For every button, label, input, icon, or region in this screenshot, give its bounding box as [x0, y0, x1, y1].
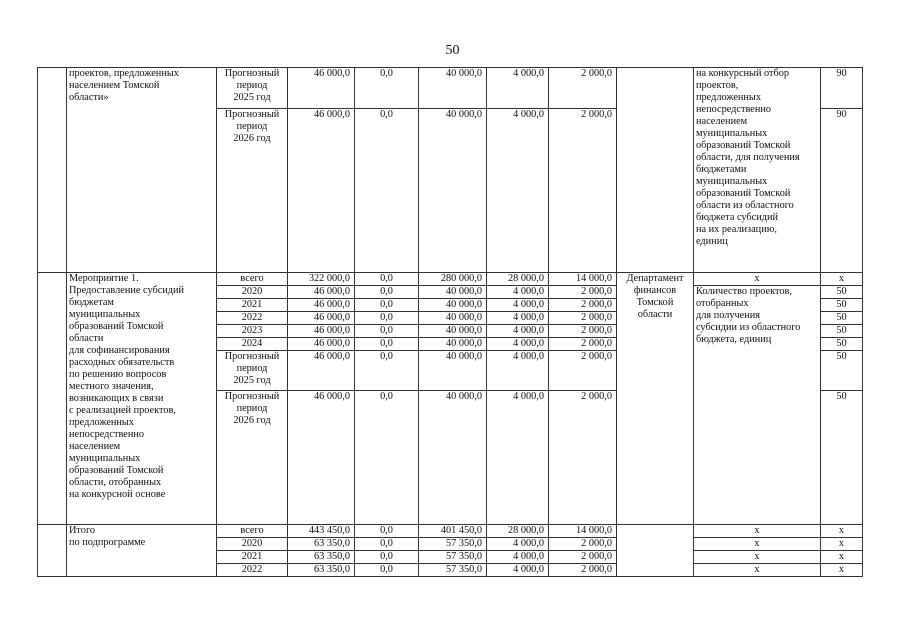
value-cell: х — [821, 538, 863, 551]
period-cell: 2020 — [217, 538, 288, 551]
table-row — [38, 525, 863, 538]
value-cell: 50 — [821, 299, 863, 312]
total-cell: 443 450,0 — [288, 525, 355, 538]
total-cell: 46 000,0 — [288, 391, 355, 525]
regional-cell: 40 000,0 — [419, 325, 487, 338]
value-cell: х — [821, 551, 863, 564]
executor-cell: Департамент финансов Томской области — [617, 273, 694, 525]
regional-cell: 401 450,0 — [419, 525, 487, 538]
other-cell: 14 000,0 — [549, 273, 617, 286]
regional-cell: 57 350,0 — [419, 564, 487, 577]
other-cell: 2 000,0 — [549, 351, 617, 391]
local-cell: 4 000,0 — [487, 299, 549, 312]
regional-cell: 280 000,0 — [419, 273, 487, 286]
regional-cell: 57 350,0 — [419, 538, 487, 551]
federal-cell: 0,0 — [355, 538, 419, 551]
regional-cell: 40 000,0 — [419, 351, 487, 391]
total-cell: 63 350,0 — [288, 564, 355, 577]
other-cell: 2 000,0 — [549, 338, 617, 351]
total-cell: 46 000,0 — [288, 109, 355, 273]
total-cell: 322 000,0 — [288, 273, 355, 286]
indicator-cell: х — [694, 538, 821, 551]
regional-cell: 40 000,0 — [419, 68, 487, 109]
indicator-cell: х — [694, 564, 821, 577]
local-cell: 4 000,0 — [487, 312, 549, 325]
activity-name-cell: Итого по подпрограмме — [67, 525, 217, 577]
table-row — [38, 273, 863, 286]
value-cell: 50 — [821, 312, 863, 325]
period-cell: 2022 — [217, 312, 288, 325]
activity-name-cell: Мероприятие 1. Предоставление субсидий бюджетам муниципальных образований Томской области для софинансирования расходных обязательств по решению вопросов местного значения, возникающих в связи с реализацией проектов, предложенных непосредственно населением муниципальных образований Томской области, отобранных на конкурсной основе — [67, 273, 217, 525]
total-cell: 63 350,0 — [288, 551, 355, 564]
other-cell: 2 000,0 — [549, 286, 617, 299]
total-cell: 46 000,0 — [288, 338, 355, 351]
value-cell: 50 — [821, 391, 863, 525]
value-cell: х — [821, 564, 863, 577]
total-cell: 46 000,0 — [288, 286, 355, 299]
number-cell — [38, 273, 67, 525]
federal-cell: 0,0 — [355, 525, 419, 538]
period-cell: 2024 — [217, 338, 288, 351]
period-cell: 2021 — [217, 551, 288, 564]
number-cell — [38, 68, 67, 273]
indicator-cell: х — [694, 551, 821, 564]
local-cell: 4 000,0 — [487, 551, 549, 564]
local-cell: 4 000,0 — [487, 351, 549, 391]
federal-cell: 0,0 — [355, 286, 419, 299]
regional-cell: 40 000,0 — [419, 338, 487, 351]
local-cell: 4 000,0 — [487, 564, 549, 577]
federal-cell: 0,0 — [355, 351, 419, 391]
activity-name-cell: проектов, предложенных населением Томской области» — [67, 68, 217, 273]
indicator-cell: на конкурсный отбор проектов, предложенных непосредственно населением муниципальных образований Томской области, для получения бюджетами муниципальных образований Томской области из областного бюджета субсидий на их реализацию, единиц — [694, 68, 821, 273]
indicator-cell: х — [694, 525, 821, 538]
period-cell: 2022 — [217, 564, 288, 577]
local-cell: 4 000,0 — [487, 391, 549, 525]
total-cell: 46 000,0 — [288, 68, 355, 109]
value-cell: 50 — [821, 325, 863, 338]
indicator-cell: Количество проектов, отобранных для получения субсидии из областного бюджета, единиц — [694, 286, 821, 525]
other-cell: 2 000,0 — [549, 68, 617, 109]
number-cell — [38, 525, 67, 577]
federal-cell: 0,0 — [355, 391, 419, 525]
subprogram-table — [37, 67, 863, 577]
local-cell: 4 000,0 — [487, 109, 549, 273]
period-cell: 2020 — [217, 286, 288, 299]
executor-cell — [617, 68, 694, 273]
period-cell: 2023 — [217, 325, 288, 338]
federal-cell: 0,0 — [355, 325, 419, 338]
other-cell: 2 000,0 — [549, 312, 617, 325]
indicator-cell: х — [694, 273, 821, 286]
total-cell: 46 000,0 — [288, 312, 355, 325]
other-cell: 2 000,0 — [549, 564, 617, 577]
federal-cell: 0,0 — [355, 299, 419, 312]
other-cell: 14 000,0 — [549, 525, 617, 538]
local-cell: 4 000,0 — [487, 338, 549, 351]
federal-cell: 0,0 — [355, 273, 419, 286]
period-cell: Прогнозный период 2026 год — [217, 109, 288, 273]
local-cell: 4 000,0 — [487, 538, 549, 551]
local-cell: 28 000,0 — [487, 273, 549, 286]
total-cell: 46 000,0 — [288, 299, 355, 312]
value-cell: 50 — [821, 286, 863, 299]
regional-cell: 40 000,0 — [419, 286, 487, 299]
local-cell: 4 000,0 — [487, 325, 549, 338]
value-cell: 50 — [821, 338, 863, 351]
regional-cell: 40 000,0 — [419, 299, 487, 312]
table-row — [38, 68, 863, 109]
regional-cell: 40 000,0 — [419, 391, 487, 525]
period-cell: всего — [217, 525, 288, 538]
other-cell: 2 000,0 — [549, 551, 617, 564]
other-cell: 2 000,0 — [549, 391, 617, 525]
period-cell: Прогнозный период 2025 год — [217, 68, 288, 109]
period-cell: всего — [217, 273, 288, 286]
federal-cell: 0,0 — [355, 551, 419, 564]
value-cell: 50 — [821, 351, 863, 391]
local-cell: 4 000,0 — [487, 68, 549, 109]
total-cell: 46 000,0 — [288, 351, 355, 391]
value-cell: х — [821, 273, 863, 286]
local-cell: 28 000,0 — [487, 525, 549, 538]
other-cell: 2 000,0 — [549, 109, 617, 273]
period-cell: Прогнозный период 2026 год — [217, 391, 288, 525]
federal-cell: 0,0 — [355, 109, 419, 273]
value-cell: 90 — [821, 68, 863, 109]
period-cell: Прогнозный период 2025 год — [217, 351, 288, 391]
regional-cell: 40 000,0 — [419, 312, 487, 325]
federal-cell: 0,0 — [355, 338, 419, 351]
period-cell: 2021 — [217, 299, 288, 312]
federal-cell: 0,0 — [355, 312, 419, 325]
total-cell: 46 000,0 — [288, 325, 355, 338]
other-cell: 2 000,0 — [549, 538, 617, 551]
other-cell: 2 000,0 — [549, 299, 617, 312]
federal-cell: 0,0 — [355, 564, 419, 577]
other-cell: 2 000,0 — [549, 325, 617, 338]
value-cell: 90 — [821, 109, 863, 273]
value-cell: х — [821, 525, 863, 538]
regional-cell: 57 350,0 — [419, 551, 487, 564]
local-cell: 4 000,0 — [487, 286, 549, 299]
total-cell: 63 350,0 — [288, 538, 355, 551]
federal-cell: 0,0 — [355, 68, 419, 109]
page-number: 50 — [445, 43, 460, 58]
executor-cell — [617, 525, 694, 577]
regional-cell: 40 000,0 — [419, 109, 487, 273]
